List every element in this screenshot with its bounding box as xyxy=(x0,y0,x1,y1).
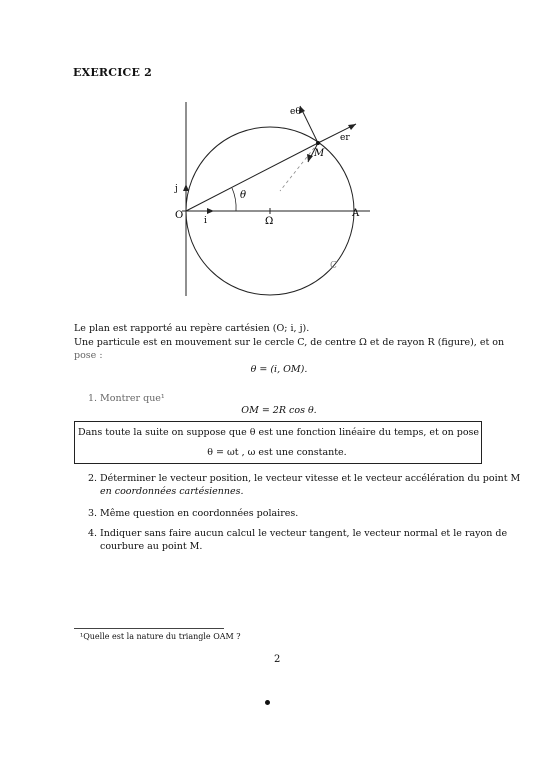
point-M xyxy=(316,141,320,145)
q3-text: Même question en coordonnées polaires. xyxy=(100,508,299,519)
q2-line-1: Déterminer le vecteur position, le vecteur vitesse et le vecteur accélération du point M xyxy=(100,473,521,484)
label-M: M xyxy=(314,148,325,159)
q4-line-2: courbure au point M. xyxy=(100,541,203,552)
label-j: j xyxy=(175,184,178,194)
label-etheta: eθ xyxy=(290,107,301,117)
q4-number: 4. xyxy=(88,528,98,539)
label-theta: θ xyxy=(240,190,247,201)
q1-number: 1. xyxy=(88,393,98,404)
label-C: C xyxy=(330,261,337,271)
footnote-rule xyxy=(74,628,224,629)
tangent-dashed xyxy=(280,143,318,191)
q2-line-2: en coordonnées cartésiennes. xyxy=(100,486,244,497)
boxed-line-2: θ = ωt , ω est une constante. xyxy=(207,447,347,458)
q2-number: 2. xyxy=(88,473,98,484)
q1-equation: OM = 2R cos θ. xyxy=(241,405,317,416)
ink-spot xyxy=(265,700,270,705)
q3-number: 3. xyxy=(88,508,98,519)
intro-line-1: Le plan est rapporté au repère cartésien (O; i, j). xyxy=(74,323,310,334)
boxed-line-1: Dans toute la suite on suppose que θ est une fonction linéaire du temps, et on pose xyxy=(78,427,480,438)
page-number: 2 xyxy=(274,654,281,665)
intro-line-2: Une particule est en mouvement sur le cercle C, de centre Ω et de rayon R (figure), et on xyxy=(74,337,505,348)
line-OM xyxy=(186,143,318,211)
label-A: A xyxy=(352,208,360,219)
label-er: er xyxy=(340,133,350,143)
theta-arc xyxy=(232,188,236,211)
q1-text: Montrer que¹ xyxy=(100,393,165,404)
label-O: O xyxy=(175,210,184,221)
footnote: ¹Quelle est la nature du triangle OAM ? xyxy=(80,632,241,641)
q4-line-1: Indiquer sans faire aucun calcul le vecteur tangent, le vecteur normal et le rayon de xyxy=(100,528,508,539)
label-i: i xyxy=(204,216,207,226)
equation-theta: θ = (i, OM). xyxy=(250,364,308,375)
intro-line-3: pose : xyxy=(74,350,103,361)
label-Omega: Ω xyxy=(265,216,274,227)
exercise-title: EXERCICE 2 xyxy=(73,66,152,79)
figure-circle-diagram xyxy=(160,96,390,306)
